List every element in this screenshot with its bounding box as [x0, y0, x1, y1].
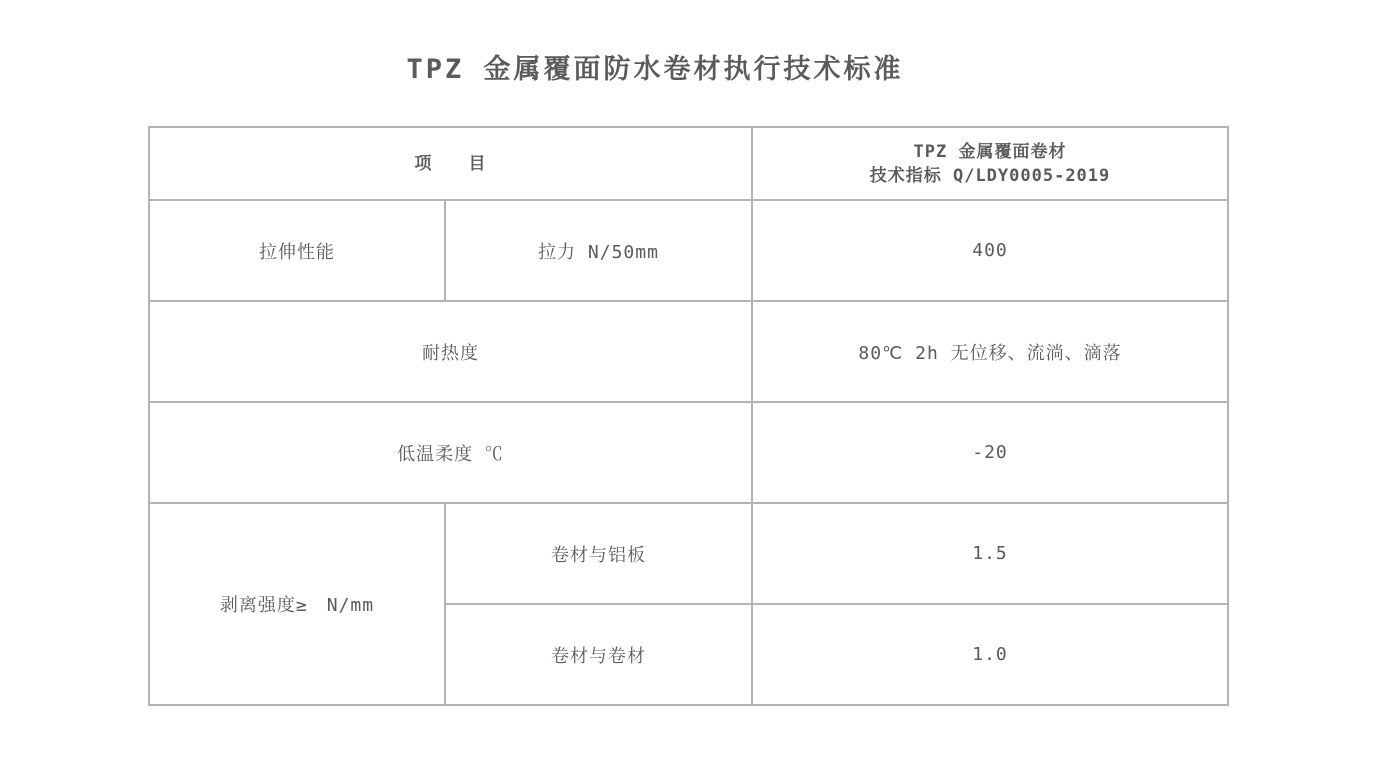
row-value: 80℃ 2h 无位移、流淌、滴落	[752, 301, 1228, 402]
table-row	[149, 200, 1228, 301]
row-sub-label: 卷材与铝板	[445, 503, 752, 604]
page-title: TPZ 金属覆面防水卷材执行技术标准	[406, 54, 904, 85]
row-sub-label: 卷材与卷材	[445, 604, 752, 705]
header-standard-line1: TPZ 金属覆面卷材	[913, 141, 1067, 162]
row-group-label: 拉伸性能	[149, 200, 445, 301]
spec-table	[148, 126, 1229, 706]
row-group-label: 剥离强度≥ N/mm	[149, 503, 445, 705]
table-row	[149, 503, 1228, 604]
header-item-cell: 项 目	[149, 127, 752, 200]
row-value: 1.0	[752, 604, 1228, 705]
header-standard-cell	[752, 127, 1228, 200]
row-value: 1.5	[752, 503, 1228, 604]
table-header-row	[149, 127, 1228, 200]
header-standard-line2: 技术指标 Q/LDY0005-2019	[869, 165, 1111, 186]
row-item-label: 低温柔度 ℃	[149, 402, 752, 503]
row-value: 400	[752, 200, 1228, 301]
row-value: -20	[752, 402, 1228, 503]
row-sub-label: 拉力 N/50mm	[445, 200, 752, 301]
table-row	[149, 301, 1228, 402]
table-row	[149, 402, 1228, 503]
row-item-label: 耐热度	[149, 301, 752, 402]
